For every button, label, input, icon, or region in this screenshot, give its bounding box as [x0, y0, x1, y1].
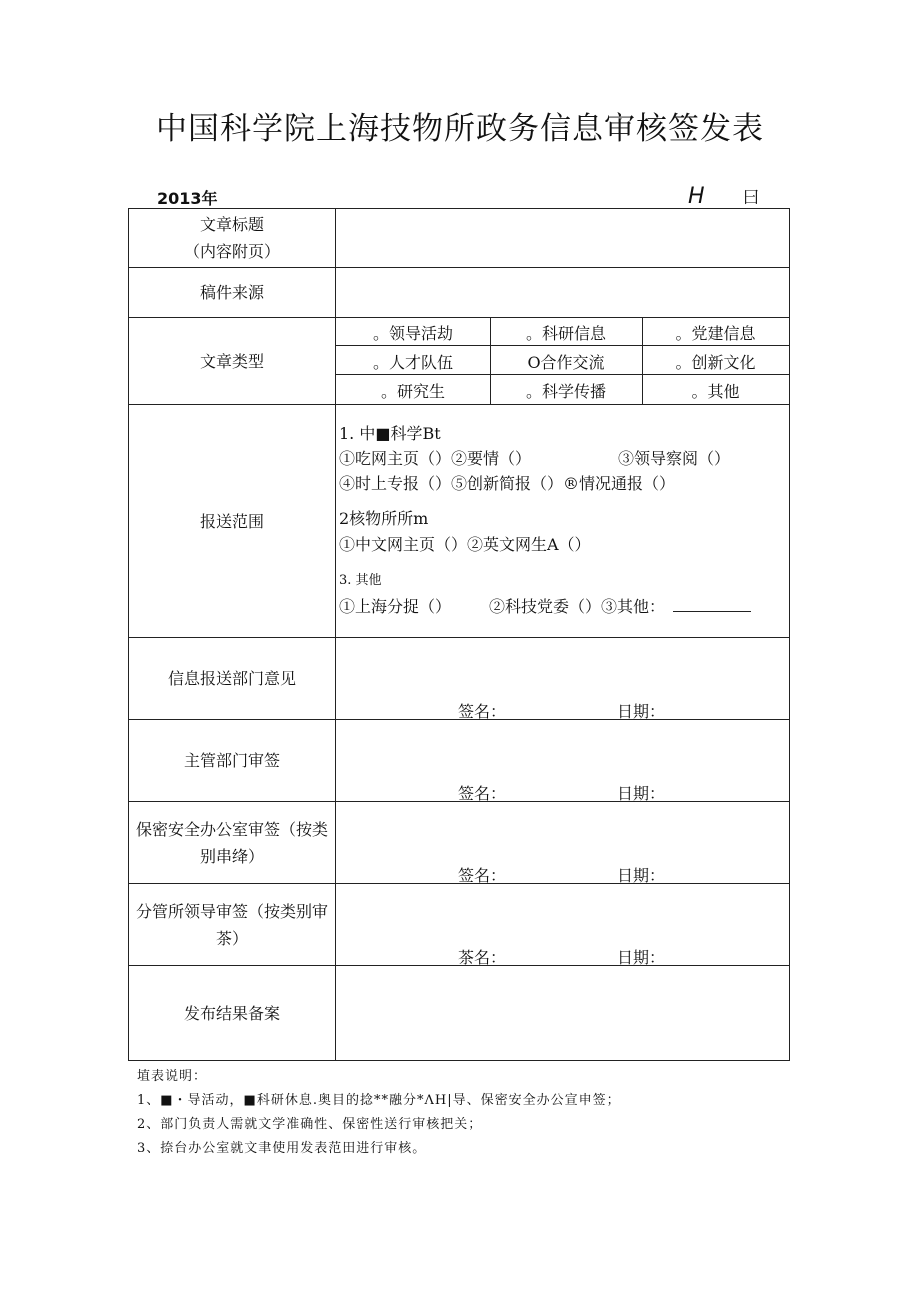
year-label: 2013年 [157, 189, 218, 208]
source-field[interactable] [336, 268, 789, 317]
notes-line1: 1、■・导活动，■科研休息.奥目的捻**融分*ΛH|导、保密安全办公宣申签； [137, 1093, 621, 1108]
other-scope-blank[interactable] [673, 597, 751, 612]
result-field[interactable] [336, 966, 789, 1060]
leader-sign[interactable]: 茶名： [458, 948, 507, 967]
scope-section1-line1b[interactable]: ③领导察阅（） [618, 449, 731, 468]
row-article-title [129, 209, 789, 268]
scope-section1-line1a[interactable]: ①吃网主页（）②要情（） [339, 449, 532, 468]
row-supervisor [129, 720, 789, 802]
scope-section1-title: 1. 中■科学Bt [339, 424, 441, 443]
notes-line3: 3、捺台办公室就文聿使用发表范田进行审核。 [137, 1141, 427, 1156]
type-option-talent[interactable]: 。人才队伍 [372, 352, 453, 372]
type-option-science-comm[interactable]: 。科学传播 [525, 381, 606, 401]
security-label-line1: 保密安全办公室审签（按类 [135, 819, 328, 839]
dept-opinion-date[interactable]: 日期： [617, 702, 666, 721]
month-blank[interactable] [650, 190, 686, 209]
type-option-research[interactable]: 。科研信息 [525, 323, 606, 343]
notes-line2: 2、部门负责人需就文学准确性、保密性送行审核把关； [137, 1117, 483, 1132]
scope-content [336, 405, 789, 637]
scope-section3-line1a[interactable]: ①上海分捉（） [339, 597, 452, 616]
row-scope [129, 405, 789, 638]
dept-opinion-label: 信息报送部门意见 [129, 638, 336, 719]
supervisor-date[interactable]: 日期： [617, 784, 666, 803]
type-option-culture[interactable]: 。创新文化 [675, 352, 756, 372]
date-fill-area [650, 183, 760, 209]
type-option-graduate[interactable]: 。研究生 [380, 381, 445, 401]
article-title-field[interactable] [336, 209, 789, 267]
article-title-label-line2: （内容附页） [183, 242, 280, 261]
day-blank[interactable] [707, 190, 743, 209]
leader-date[interactable]: 日期： [617, 948, 666, 967]
type-option-leadership[interactable]: 。领导活劫 [372, 323, 453, 343]
security-sign[interactable]: 签名： [458, 866, 507, 885]
scope-section3-line1b-text: ②科技党委（）③其他： [489, 597, 666, 616]
result-label: 发布结果备案 [129, 966, 336, 1060]
approval-form-table [128, 208, 790, 1061]
dept-opinion-sign[interactable]: 签名： [458, 702, 507, 721]
scope-label: 报送范围 [129, 405, 336, 637]
article-type-options [336, 318, 789, 404]
article-type-label: 文章类型 [129, 318, 336, 404]
type-option-party[interactable]: 。党建信息 [675, 323, 756, 343]
article-title-label [129, 209, 336, 267]
leader-label-line2: 茶） [215, 928, 248, 948]
scope-section3-line1b[interactable] [489, 594, 751, 617]
row-dept-opinion [129, 638, 789, 720]
month-mark: H [688, 184, 705, 209]
scope-section3-title: 3. 其他 [339, 573, 382, 588]
source-label: 稿件来源 [129, 268, 336, 317]
security-label [129, 802, 336, 883]
type-option-cooperation[interactable]: O合作交流 [527, 352, 605, 372]
row-article-type [129, 318, 789, 405]
article-title-label-line1: 文章标题 [199, 215, 264, 234]
row-leader [129, 884, 789, 966]
leader-label [129, 884, 336, 965]
row-source [129, 268, 789, 318]
security-label-line2: 别串绛） [199, 846, 264, 866]
supervisor-sign[interactable]: 签名： [458, 784, 507, 803]
page-title: 中国科学院上海技物所政务信息审核签发表 [156, 111, 764, 147]
scope-section2-title: 2核物所所m [339, 509, 429, 528]
form-notes [137, 1065, 621, 1161]
notes-heading: 埴表说明： [137, 1069, 208, 1084]
leader-label-line1: 分管所领导审签（按类别审 [135, 901, 328, 921]
row-result [129, 966, 789, 1060]
row-security [129, 802, 789, 884]
type-option-other[interactable]: 。其他 [691, 381, 740, 401]
security-date[interactable]: 日期： [617, 866, 666, 885]
scope-section2-line1[interactable]: ①中文网主页（）②英文网生A（） [339, 535, 591, 554]
supervisor-label: 主管部门审签 [129, 720, 336, 801]
day-mark: 曰 [742, 188, 760, 208]
scope-section1-line2[interactable]: ④时上专报（）⑤创新简报（）®情况通报（） [339, 474, 676, 493]
